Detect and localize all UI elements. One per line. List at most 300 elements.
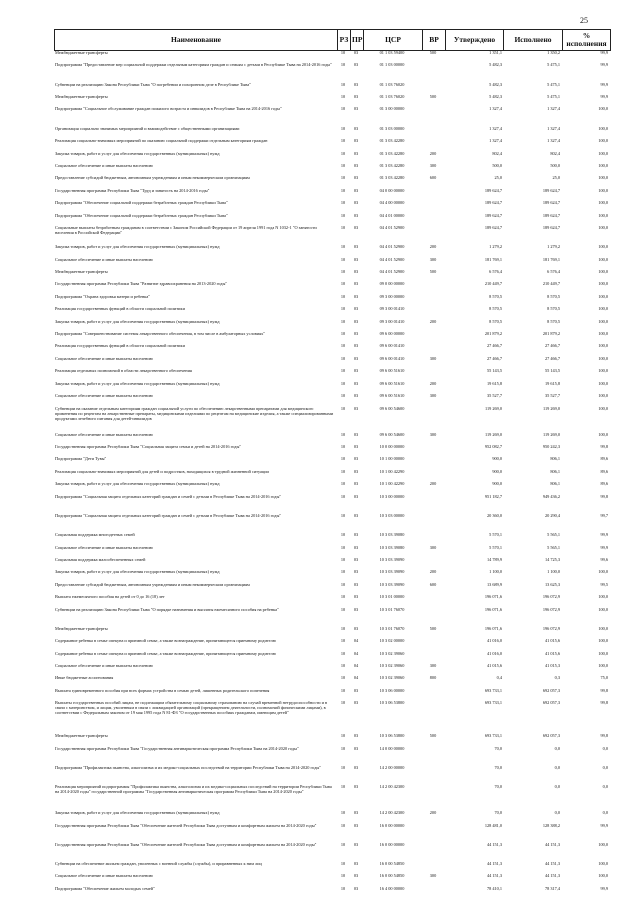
row-csr: 10 3 03 39090 (379, 581, 405, 587)
row-rz: 10 (340, 200, 346, 206)
column-header-name: Наименование (55, 30, 338, 51)
row-csr: 10 1 00 42290 (379, 468, 405, 474)
table-row (54, 126, 610, 138)
row-csr: 09 6 00 54600 (379, 405, 405, 411)
table-row (54, 765, 610, 784)
row-executed: 44 151,3 (544, 873, 560, 879)
row-executed: 692 057,3 (542, 687, 560, 693)
row-percent: 100,0 (598, 343, 608, 349)
row-percent: 100,0 (598, 569, 608, 575)
row-name: Закупка товаров, работ и услуг для обеспечения государственных (муниципальных) нужд (55, 569, 220, 575)
row-name: Закупка товаров, работ и услуг для обеспечения государственных (муниципальных) нужд (55, 150, 220, 156)
row-name: Реализация государственных функций в области социальной политики (55, 306, 185, 312)
row-percent: 100,0 (598, 625, 608, 631)
row-percent: 99,6 (600, 556, 608, 562)
row-executed: 0,3 (554, 675, 560, 681)
row-rz: 10 (340, 784, 346, 790)
row-pr: 03 (353, 355, 359, 361)
row-csr: 04 4 01 52900 (379, 256, 405, 262)
row-name: Выплата единовременного пособия при всех формах устройства в семью детей, лишенных родительского попечения (55, 687, 270, 693)
row-executed: 13 625,3 (544, 581, 560, 587)
row-pr: 03 (353, 138, 359, 144)
row-name: Субвенции на оказание отдельным категориям граждан социальной услуги по обеспечению лекарственными препаратами для медицинского применения по рецептам на лекарственные препараты, медицинскими изделиями по рецептам на медицинские изделия, а также специализированными продуктами лечебного питания для детей-инвалидов (55, 405, 334, 421)
row-executed: 692 057,3 (542, 700, 560, 706)
row-approved: 952 082,7 (484, 443, 502, 449)
table-row (54, 784, 610, 810)
table-row (54, 368, 610, 380)
row-name: Социальное обеспечение и иные выплаты населению (55, 663, 153, 669)
row-csr: 10 3 01 76070 (379, 625, 405, 631)
row-percent: 100,0 (598, 638, 608, 644)
row-pr: 04 (353, 675, 359, 681)
row-csr: 10 3 02 00000 (379, 638, 405, 644)
row-csr: 16 4 00 00000 (379, 885, 405, 891)
row-rz: 10 (340, 873, 346, 879)
row-csr: 10 3 06 53800 (379, 733, 405, 739)
column-header-pr: ПР (351, 30, 364, 51)
row-executed: 5 475,1 (547, 62, 560, 68)
row-rz: 10 (340, 343, 346, 349)
row-rz: 10 (340, 687, 346, 693)
row-approved: 119 269,0 (484, 431, 502, 437)
table-row (54, 151, 610, 163)
row-pr: 04 (353, 663, 359, 669)
table-row (54, 82, 610, 94)
table-row (54, 381, 610, 393)
row-percent: 0,0 (602, 810, 608, 816)
row-vr: 300 (429, 162, 437, 168)
row-percent: 100,0 (598, 594, 608, 600)
table-row (54, 393, 610, 405)
row-name: Подпрограмма "Обеспечение социальной поддержки безработных граждан Республики Тыва" (55, 200, 228, 206)
row-executed: 5 475,1 (547, 81, 560, 87)
column-header-executed: Исполнено (504, 30, 563, 51)
row-pr: 04 (353, 650, 359, 656)
row-name: Подпрограмма "Профилактика пьянства, алкоголизма и их медико-социальных последствий на территории Республики Тыва на 2014-2020 годы" (55, 764, 322, 770)
table-row (54, 700, 610, 733)
table-row (54, 873, 610, 885)
row-pr: 03 (353, 456, 359, 462)
table-row (54, 746, 610, 765)
row-rz: 10 (340, 885, 346, 891)
row-approved: 189 624,7 (484, 224, 502, 230)
row-percent: 89,6 (600, 456, 608, 462)
row-vr: 600 (429, 581, 437, 587)
row-pr: 03 (353, 331, 359, 337)
row-name: Содержание ребенка в семье опекуна и приемной семье, а также вознаграждение, причитающееся приемному родителю (55, 650, 276, 656)
row-approved: 55 143,5 (486, 368, 502, 374)
row-percent: 100,0 (598, 244, 608, 250)
row-name: Социальная поддержка многодетных семей (55, 532, 135, 538)
row-pr: 03 (353, 212, 359, 218)
row-name: Реализация мероприятий подпрограммы "Профилактика пьянства, алкоголизма и их медико-социальных последствий на территории Республики Тыва на 2014-2020 годы" государственной программы "Государственная антинаркотическая программа Республики Тыва на 2014-2020 годы" (55, 784, 332, 795)
row-csr: 16 0 00 54850 (379, 873, 405, 879)
row-rz: 10 (340, 212, 346, 218)
column-header-csr: ЦСР (364, 30, 423, 51)
row-percent: 100,0 (598, 281, 608, 287)
row-name: Закупка товаров, работ и услуг для обеспечения государственных (муниципальных) нужд (55, 318, 220, 324)
row-csr: 09 3 00 01410 (379, 318, 405, 324)
row-pr: 03 (353, 175, 359, 181)
row-pr: 03 (353, 873, 359, 879)
row-percent: 0,0 (602, 784, 608, 790)
row-approved: 5 482,3 (489, 62, 502, 68)
row-rz: 10 (340, 224, 346, 230)
row-percent: 99,7 (600, 512, 608, 518)
row-name: Подпрограмма "Предоставление мер социальной поддержки отдельным категориям граждан и семьям с детьми в Республике Тыва на 2014-2016 годы" (55, 62, 332, 68)
row-pr: 03 (353, 343, 359, 349)
row-approved: 44 151,3 (486, 861, 502, 867)
row-executed: 44 151,3 (544, 841, 560, 847)
row-executed: 806,1 (550, 456, 560, 462)
row-executed: 1 327,4 (547, 125, 560, 131)
row-approved: 8 570,5 (489, 318, 502, 324)
row-rz: 10 (340, 293, 346, 299)
row-name: Субвенции на обеспечение жильем граждан, уволенных с военной службы (службы), и приравненных к ним лиц (55, 861, 262, 867)
row-executed: 0,0 (554, 810, 560, 816)
row-name: Социальное обеспечение и иные выплаты населению (55, 355, 153, 361)
row-approved: 189 624,7 (484, 200, 502, 206)
row-pr: 03 (353, 200, 359, 206)
row-executed: 950 242,3 (542, 443, 560, 449)
row-percent: 100,0 (598, 224, 608, 230)
row-name: Межбюджетные трансферты (55, 269, 108, 275)
row-rz: 10 (340, 745, 346, 751)
table-row (54, 188, 610, 200)
row-csr: 09 3 00 00000 (379, 293, 405, 299)
row-rz: 10 (340, 569, 346, 575)
row-pr: 03 (353, 62, 359, 68)
row-percent: 0,0 (602, 745, 608, 751)
table-row (54, 257, 610, 269)
table-row (54, 163, 610, 175)
row-csr: 10 3 06 00000 (379, 687, 405, 693)
table-row (54, 513, 610, 532)
row-executed: 41 015,6 (544, 650, 560, 656)
row-pr: 03 (353, 94, 359, 100)
table-row (54, 607, 610, 626)
row-executed: 6 576,4 (547, 269, 560, 275)
row-csr: 04 4 01 52900 (379, 244, 405, 250)
row-approved: 189 624,7 (484, 187, 502, 193)
row-pr: 03 (353, 256, 359, 262)
row-executed: 806,1 (550, 468, 560, 474)
row-rz: 10 (340, 125, 346, 131)
row-rz: 10 (340, 187, 346, 193)
row-rz: 10 (340, 62, 346, 68)
row-name: Предоставление субсидий бюджетным, автономным учреждениям и иным некоммерческим организациям (55, 175, 250, 181)
row-rz: 10 (340, 822, 346, 828)
row-approved: 1 327,4 (489, 138, 502, 144)
row-name: Субвенции на реализацию Закона Республики Тыва "О погребении и похоронном деле в Республике Тыва" (55, 81, 251, 87)
row-rz: 10 (340, 512, 346, 518)
row-approved: 19 615,8 (486, 380, 502, 386)
row-name: Социальное обеспечение и иные выплаты населению (55, 431, 153, 437)
table-row (54, 886, 610, 898)
row-name: Подпрограмма "Социальное обслуживание граждан пожилого возраста и инвалидов в Республике Тыва на 2014-2016 годы" (55, 106, 282, 112)
row-csr: 04 4 01 52900 (379, 224, 405, 230)
table-row (54, 688, 610, 700)
row-vr: 300 (429, 355, 437, 361)
row-pr: 03 (353, 50, 359, 55)
row-csr: 10 3 06 53800 (379, 700, 405, 706)
row-percent: 100,0 (598, 650, 608, 656)
row-approved: 70,0 (494, 745, 502, 751)
row-executed: 119 269,0 (542, 431, 560, 437)
row-executed: 0,0 (554, 784, 560, 790)
row-percent: 100,0 (598, 663, 608, 669)
row-csr: 04 4 01 52900 (379, 269, 405, 275)
row-executed: 20 290,4 (544, 512, 560, 518)
row-csr: 09 0 00 00000 (379, 281, 405, 287)
table-row (54, 213, 610, 225)
row-approved: 128 481,0 (484, 822, 502, 828)
row-pr: 03 (353, 885, 359, 891)
row-approved: 5 570,1 (489, 544, 502, 550)
row-vr: 800 (429, 675, 437, 681)
row-executed: 1 327,4 (547, 106, 560, 112)
row-vr: 500 (429, 94, 437, 100)
row-rz: 10 (340, 861, 346, 867)
row-percent: 99,9 (600, 50, 608, 55)
row-approved: 8 570,5 (489, 293, 502, 299)
table-row (54, 331, 610, 343)
row-pr: 03 (353, 700, 359, 706)
table-row (54, 456, 610, 468)
row-pr: 03 (353, 687, 359, 693)
row-approved: 1 100,0 (489, 569, 502, 575)
row-rz: 10 (340, 405, 346, 411)
row-pr: 03 (353, 106, 359, 112)
row-approved: 78 410,1 (486, 885, 502, 891)
row-percent: 100,0 (598, 331, 608, 337)
row-pr: 03 (353, 481, 359, 487)
column-header-percent: % исполнения (563, 30, 611, 51)
row-rz: 10 (340, 733, 346, 739)
row-rz: 10 (340, 50, 346, 55)
row-csr: 14 2 00 42300 (379, 784, 405, 790)
row-rz: 10 (340, 306, 346, 312)
row-approved: 1 351,1 (489, 50, 502, 55)
row-percent: 100,0 (598, 355, 608, 361)
row-vr: 200 (429, 244, 437, 250)
row-rz: 10 (340, 150, 346, 156)
row-approved: 8 570,5 (489, 306, 502, 312)
row-pr: 03 (353, 625, 359, 631)
row-name: Социальное обеспечение и иные выплаты населению (55, 162, 153, 168)
table-row (54, 269, 610, 281)
row-approved: 1 279,2 (489, 244, 502, 250)
row-rz: 10 (340, 244, 346, 250)
table-row (54, 406, 610, 432)
row-approved: 210 449,7 (484, 281, 502, 287)
row-approved: 70,0 (494, 784, 502, 790)
table-row (54, 432, 610, 444)
row-percent: 100,0 (598, 405, 608, 411)
row-rz: 10 (340, 81, 346, 87)
row-percent: 100,0 (598, 393, 608, 399)
row-name: Межбюджетные трансферты (55, 733, 108, 739)
row-pr: 03 (353, 443, 359, 449)
row-rz: 10 (340, 468, 346, 474)
row-percent: 100,0 (598, 431, 608, 437)
row-approved: 1 327,4 (489, 125, 502, 131)
row-percent: 100,0 (598, 212, 608, 218)
row-executed: 1 327,4 (547, 138, 560, 144)
row-vr: 200 (429, 481, 437, 487)
column-header-vr: ВР (423, 30, 446, 51)
row-percent: 99,9 (600, 62, 608, 68)
row-approved: 693 733,1 (484, 700, 502, 706)
row-executed: 196 072,9 (542, 625, 560, 631)
row-percent: 100,0 (598, 841, 608, 847)
row-csr: 10 0 00 00000 (379, 443, 405, 449)
row-percent: 100,0 (598, 306, 608, 312)
row-vr: 300 (429, 431, 437, 437)
row-name: Государственная программа Республики Тыва "Социальная защита семьи и детей на 2014-2016 годы" (55, 443, 242, 449)
table-row (54, 861, 610, 873)
row-csr: 09 6 00 54600 (379, 431, 405, 437)
row-rz: 10 (340, 581, 346, 587)
row-approved: 196 071,6 (484, 606, 502, 612)
row-executed: 25,0 (552, 175, 560, 181)
table-row (54, 62, 610, 81)
row-csr: 16 0 00 00000 (379, 841, 405, 847)
row-vr: 300 (429, 544, 437, 550)
row-csr: 10 3 03 39080 (379, 532, 405, 538)
row-executed: 201 879,2 (542, 331, 560, 337)
row-percent: 100,0 (598, 269, 608, 275)
table-row (54, 638, 610, 650)
row-vr: 500 (429, 625, 437, 631)
row-csr: 10 3 03 39090 (379, 556, 405, 562)
row-percent: 100,0 (598, 106, 608, 112)
row-percent: 89,6 (600, 468, 608, 474)
row-rz: 10 (340, 650, 346, 656)
row-name: Межбюджетные трансферты (55, 94, 108, 100)
row-pr: 03 (353, 784, 359, 790)
row-percent: 100,0 (598, 318, 608, 324)
row-approved: 70,0 (494, 764, 502, 770)
row-csr: 01 3 03 42280 (379, 162, 405, 168)
row-rz: 10 (340, 431, 346, 437)
row-rz: 10 (340, 162, 346, 168)
row-csr: 14 2 00 42300 (379, 810, 405, 816)
row-csr: 16 0 00 54850 (379, 861, 405, 867)
row-approved: 13 689,9 (486, 581, 502, 587)
row-pr: 03 (353, 269, 359, 275)
row-percent: 100,0 (598, 380, 608, 386)
page-number: 25 (580, 16, 588, 25)
row-name: Государственная программа Республики Тыва "Обеспечение жителей Республики Тыва доступным и комфортным жильем на 2014-2020 годы" (55, 841, 317, 847)
row-executed: 189 624,7 (542, 200, 560, 206)
row-csr: 01 3 03 42280 (379, 150, 405, 156)
row-csr: 10 3 02 39060 (379, 663, 405, 669)
row-name: Социальное обеспечение и иные выплаты населению (55, 256, 153, 262)
table-row (54, 343, 610, 355)
table-row (54, 50, 610, 62)
row-executed: 5 475,1 (547, 94, 560, 100)
row-percent: 100,0 (598, 368, 608, 374)
row-percent: 100,0 (598, 162, 608, 168)
row-pr: 03 (353, 468, 359, 474)
row-percent: 99,8 (600, 493, 608, 499)
row-csr: 10 3 00 00000 (379, 493, 405, 499)
row-rz: 10 (340, 281, 346, 287)
table-row (54, 356, 610, 368)
row-pr: 03 (353, 493, 359, 499)
column-header-rz: РЗ (338, 30, 351, 51)
table-row (54, 244, 610, 256)
row-approved: 70,0 (494, 810, 502, 816)
row-csr: 09 6 00 01410 (379, 355, 405, 361)
table-row (54, 319, 610, 331)
row-csr: 01 3 00 00000 (379, 106, 405, 112)
row-pr: 03 (353, 569, 359, 575)
row-rz: 10 (340, 700, 346, 706)
row-executed: 55 143,5 (544, 368, 560, 374)
row-approved: 25,0 (494, 175, 502, 181)
row-executed: 189 624,7 (542, 224, 560, 230)
row-name: Социальное обеспечение и иные выплаты населению (55, 873, 153, 879)
row-csr: 10 3 03 00000 (379, 512, 405, 518)
row-rz: 10 (340, 594, 346, 600)
row-percent: 100,0 (598, 125, 608, 131)
row-pr: 03 (353, 293, 359, 299)
row-approved: 44 151,3 (486, 841, 502, 847)
row-executed: 8 570,5 (547, 293, 560, 299)
row-name: Реализация социально-значимых мероприятий для детей и подростков, находящихся в трудной жизненной ситуации (55, 468, 269, 474)
row-csr: 09 3 00 01410 (379, 306, 405, 312)
row-name: Содержание ребенка в семье опекуна и приемной семье, а также вознаграждение, причитающееся приемному родителю (55, 638, 276, 644)
row-rz: 10 (340, 544, 346, 550)
row-pr: 03 (353, 187, 359, 193)
row-name: Государственная программа Республики Тыва "Труд и занятость на 2014-2016 годы" (55, 187, 210, 193)
row-name: Реализация отдельных полномочий в области лекарственного обеспечения (55, 368, 192, 374)
row-rz: 10 (340, 380, 346, 386)
row-csr: 10 1 00 42290 (379, 481, 405, 487)
row-rz: 10 (340, 368, 346, 374)
row-csr: 10 3 03 39080 (379, 544, 405, 550)
row-csr: 10 3 01 76070 (379, 606, 405, 612)
row-approved: 189 624,7 (484, 212, 502, 218)
row-csr: 01 3 03 00000 (379, 125, 405, 131)
row-executed: 196 072,9 (542, 606, 560, 612)
row-approved: 27 466,7 (486, 343, 502, 349)
row-approved: 201 879,2 (484, 331, 502, 337)
row-rz: 10 (340, 625, 346, 631)
row-executed: 119 269,0 (542, 405, 560, 411)
row-pr: 03 (353, 512, 359, 518)
table-row (54, 469, 610, 481)
row-percent: 100,0 (598, 293, 608, 299)
row-percent: 89,6 (600, 481, 608, 487)
row-name: Иные бюджетные ассигнования (55, 675, 114, 681)
row-csr: 04 0 00 00000 (379, 187, 405, 193)
row-executed: 1 279,2 (547, 244, 560, 250)
row-executed: 27 466,7 (544, 343, 560, 349)
table-row (54, 444, 610, 456)
row-approved: 900,0 (492, 468, 502, 474)
row-approved: 196 071,6 (484, 625, 502, 631)
table-row (54, 823, 610, 842)
row-pr: 03 (353, 224, 359, 230)
row-executed: 189 624,7 (542, 187, 560, 193)
row-executed: 41 015,6 (544, 638, 560, 644)
row-executed: 41 015,3 (544, 663, 560, 669)
row-vr: 200 (429, 810, 437, 816)
row-percent: 100,0 (598, 606, 608, 612)
